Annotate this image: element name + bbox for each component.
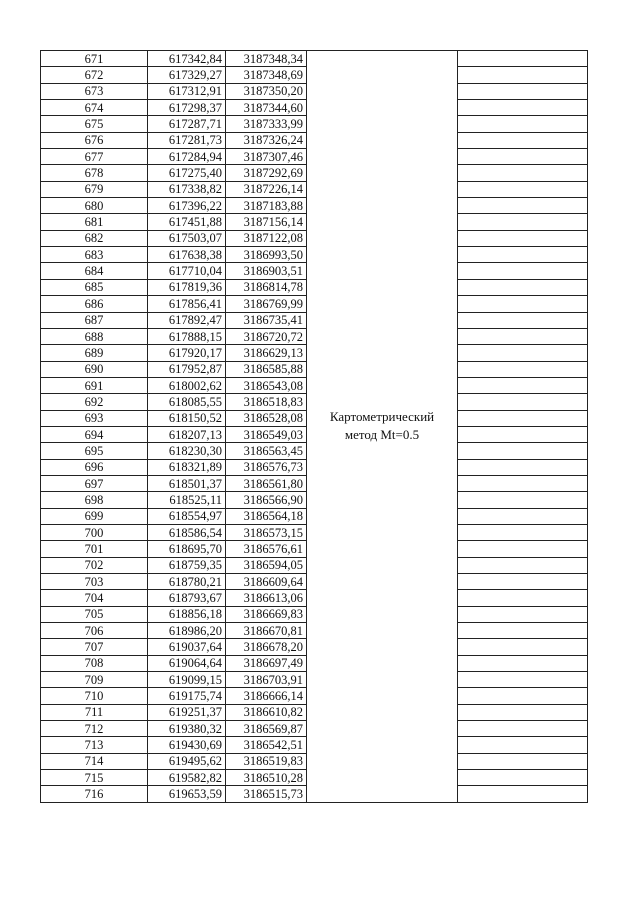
- x-coordinate-cell: 619099,15: [148, 672, 226, 688]
- accuracy-empty-cell: [458, 443, 588, 459]
- x-coordinate-cell: 617952,87: [148, 361, 226, 377]
- point-number-cell: 676: [41, 132, 148, 148]
- coordinates-table-body: [41, 51, 588, 803]
- point-number-cell: 698: [41, 492, 148, 508]
- x-coordinate-cell: 618002,62: [148, 377, 226, 393]
- point-number-cell: 701: [41, 541, 148, 557]
- y-coordinate-cell: 3186720,72: [226, 328, 307, 344]
- x-coordinate-cell: 619430,69: [148, 737, 226, 753]
- x-coordinate-cell: 619175,74: [148, 688, 226, 704]
- x-coordinate-cell: 618759,35: [148, 557, 226, 573]
- point-number-cell: 688: [41, 328, 148, 344]
- accuracy-empty-cell: [458, 100, 588, 116]
- point-number-cell: 700: [41, 524, 148, 540]
- point-number-cell: 681: [41, 214, 148, 230]
- point-number-cell: 707: [41, 639, 148, 655]
- point-number-cell: 704: [41, 590, 148, 606]
- y-coordinate-cell: 3187326,24: [226, 132, 307, 148]
- accuracy-empty-cell: [458, 181, 588, 197]
- y-coordinate-cell: 3186566,90: [226, 492, 307, 508]
- accuracy-empty-cell: [458, 574, 588, 590]
- y-coordinate-cell: 3186697,49: [226, 655, 307, 671]
- x-coordinate-cell: 617856,41: [148, 296, 226, 312]
- y-coordinate-cell: 3186585,88: [226, 361, 307, 377]
- point-number-cell: 671: [41, 51, 148, 67]
- x-coordinate-cell: 618085,55: [148, 394, 226, 410]
- accuracy-empty-cell: [458, 557, 588, 573]
- x-coordinate-cell: 617329,27: [148, 67, 226, 83]
- accuracy-empty-cell: [458, 394, 588, 410]
- point-number-cell: 689: [41, 345, 148, 361]
- point-number-cell: 694: [41, 426, 148, 442]
- y-coordinate-cell: 3186610,82: [226, 704, 307, 720]
- point-number-cell: 696: [41, 459, 148, 475]
- accuracy-empty-cell: [458, 753, 588, 769]
- x-coordinate-cell: 617342,84: [148, 51, 226, 67]
- x-coordinate-cell: 617396,22: [148, 198, 226, 214]
- point-number-cell: 711: [41, 704, 148, 720]
- accuracy-empty-cell: [458, 655, 588, 671]
- point-number-cell: 680: [41, 198, 148, 214]
- y-coordinate-cell: 3187292,69: [226, 165, 307, 181]
- point-number-cell: 713: [41, 737, 148, 753]
- y-coordinate-cell: 3187156,14: [226, 214, 307, 230]
- accuracy-empty-cell: [458, 541, 588, 557]
- method-cell: [307, 51, 458, 803]
- y-coordinate-cell: 3186564,18: [226, 508, 307, 524]
- y-coordinate-cell: 3186814,78: [226, 279, 307, 295]
- y-coordinate-cell: 3186528,08: [226, 410, 307, 426]
- y-coordinate-cell: 3186519,83: [226, 753, 307, 769]
- x-coordinate-cell: 617284,94: [148, 149, 226, 165]
- y-coordinate-cell: 3187307,46: [226, 149, 307, 165]
- y-coordinate-cell: 3186735,41: [226, 312, 307, 328]
- method-name-text: Картометрический: [329, 409, 435, 425]
- y-coordinate-cell: 3187333,99: [226, 116, 307, 132]
- x-coordinate-cell: 618150,52: [148, 410, 226, 426]
- y-coordinate-cell: 3186576,61: [226, 541, 307, 557]
- x-coordinate-cell: 619495,62: [148, 753, 226, 769]
- accuracy-empty-cell: [458, 410, 588, 426]
- y-coordinate-cell: 3186518,83: [226, 394, 307, 410]
- accuracy-empty-cell: [458, 492, 588, 508]
- y-coordinate-cell: 3186576,73: [226, 459, 307, 475]
- accuracy-empty-cell: [458, 672, 588, 688]
- x-coordinate-cell: 617503,07: [148, 230, 226, 246]
- point-number-cell: 686: [41, 296, 148, 312]
- accuracy-empty-cell: [458, 737, 588, 753]
- y-coordinate-cell: 3186993,50: [226, 247, 307, 263]
- x-coordinate-cell: 619064,64: [148, 655, 226, 671]
- x-coordinate-cell: 619380,32: [148, 721, 226, 737]
- x-coordinate-cell: 619251,37: [148, 704, 226, 720]
- point-number-cell: 674: [41, 100, 148, 116]
- x-coordinate-cell: 618793,67: [148, 590, 226, 606]
- x-coordinate-cell: 618856,18: [148, 606, 226, 622]
- accuracy-empty-cell: [458, 247, 588, 263]
- accuracy-empty-cell: [458, 426, 588, 442]
- accuracy-empty-cell: [458, 263, 588, 279]
- y-coordinate-cell: 3187344,60: [226, 100, 307, 116]
- point-number-cell: 716: [41, 786, 148, 802]
- accuracy-empty-cell: [458, 361, 588, 377]
- method-accuracy-text: метод Mt=0.5: [344, 427, 420, 443]
- point-number-cell: 709: [41, 672, 148, 688]
- point-number-cell: 683: [41, 247, 148, 263]
- x-coordinate-cell: 617638,38: [148, 247, 226, 263]
- x-coordinate-cell: 619037,64: [148, 639, 226, 655]
- accuracy-empty-cell: [458, 606, 588, 622]
- x-coordinate-cell: 617338,82: [148, 181, 226, 197]
- x-coordinate-cell: 617892,47: [148, 312, 226, 328]
- accuracy-empty-cell: [458, 770, 588, 786]
- y-coordinate-cell: 3186903,51: [226, 263, 307, 279]
- accuracy-empty-cell: [458, 279, 588, 295]
- x-coordinate-cell: 617451,88: [148, 214, 226, 230]
- y-coordinate-cell: 3187348,34: [226, 51, 307, 67]
- y-coordinate-cell: 3186573,15: [226, 524, 307, 540]
- accuracy-empty-cell: [458, 51, 588, 67]
- point-number-cell: 702: [41, 557, 148, 573]
- y-coordinate-cell: 3186703,91: [226, 672, 307, 688]
- accuracy-empty-cell: [458, 328, 588, 344]
- point-number-cell: 678: [41, 165, 148, 181]
- accuracy-empty-cell: [458, 623, 588, 639]
- y-coordinate-cell: 3186542,51: [226, 737, 307, 753]
- accuracy-empty-cell: [458, 116, 588, 132]
- x-coordinate-cell: 618586,54: [148, 524, 226, 540]
- x-coordinate-cell: 618695,70: [148, 541, 226, 557]
- accuracy-empty-cell: [458, 345, 588, 361]
- accuracy-empty-cell: [458, 639, 588, 655]
- y-coordinate-cell: 3187122,08: [226, 230, 307, 246]
- point-number-cell: 693: [41, 410, 148, 426]
- y-coordinate-cell: 3187183,88: [226, 198, 307, 214]
- accuracy-empty-cell: [458, 721, 588, 737]
- x-coordinate-cell: 618321,89: [148, 459, 226, 475]
- x-coordinate-cell: 619582,82: [148, 770, 226, 786]
- y-coordinate-cell: 3186769,99: [226, 296, 307, 312]
- x-coordinate-cell: 618986,20: [148, 623, 226, 639]
- point-number-cell: 685: [41, 279, 148, 295]
- accuracy-empty-cell: [458, 83, 588, 99]
- point-number-cell: 690: [41, 361, 148, 377]
- point-number-cell: 710: [41, 688, 148, 704]
- point-number-cell: 675: [41, 116, 148, 132]
- accuracy-empty-cell: [458, 165, 588, 181]
- point-number-cell: 714: [41, 753, 148, 769]
- accuracy-empty-cell: [458, 459, 588, 475]
- table-row: [41, 51, 588, 67]
- accuracy-empty-cell: [458, 524, 588, 540]
- x-coordinate-cell: 619653,59: [148, 786, 226, 802]
- x-coordinate-cell: 617298,37: [148, 100, 226, 116]
- accuracy-empty-cell: [458, 312, 588, 328]
- point-number-cell: 677: [41, 149, 148, 165]
- y-coordinate-cell: 3186666,14: [226, 688, 307, 704]
- accuracy-empty-cell: [458, 296, 588, 312]
- accuracy-empty-cell: [458, 132, 588, 148]
- point-number-cell: 697: [41, 475, 148, 491]
- x-coordinate-cell: 617287,71: [148, 116, 226, 132]
- x-coordinate-cell: 617312,91: [148, 83, 226, 99]
- point-number-cell: 703: [41, 574, 148, 590]
- x-coordinate-cell: 617281,73: [148, 132, 226, 148]
- point-number-cell: 695: [41, 443, 148, 459]
- point-number-cell: 682: [41, 230, 148, 246]
- x-coordinate-cell: 618525,11: [148, 492, 226, 508]
- point-number-cell: 684: [41, 263, 148, 279]
- point-number-cell: 673: [41, 83, 148, 99]
- accuracy-empty-cell: [458, 214, 588, 230]
- y-coordinate-cell: 3186669,83: [226, 606, 307, 622]
- accuracy-empty-cell: [458, 704, 588, 720]
- point-number-cell: 708: [41, 655, 148, 671]
- accuracy-empty-cell: [458, 786, 588, 802]
- y-coordinate-cell: 3186563,45: [226, 443, 307, 459]
- point-number-cell: 706: [41, 623, 148, 639]
- x-coordinate-cell: 618780,21: [148, 574, 226, 590]
- y-coordinate-cell: 3187348,69: [226, 67, 307, 83]
- y-coordinate-cell: 3186510,28: [226, 770, 307, 786]
- accuracy-empty-cell: [458, 688, 588, 704]
- y-coordinate-cell: 3186629,13: [226, 345, 307, 361]
- y-coordinate-cell: 3186549,03: [226, 426, 307, 442]
- accuracy-empty-cell: [458, 590, 588, 606]
- y-coordinate-cell: 3186561,80: [226, 475, 307, 491]
- x-coordinate-cell: 618554,97: [148, 508, 226, 524]
- y-coordinate-cell: 3187226,14: [226, 181, 307, 197]
- y-coordinate-cell: 3186543,08: [226, 377, 307, 393]
- x-coordinate-cell: 617710,04: [148, 263, 226, 279]
- y-coordinate-cell: 3186670,81: [226, 623, 307, 639]
- x-coordinate-cell: 617275,40: [148, 165, 226, 181]
- point-number-cell: 715: [41, 770, 148, 786]
- point-number-cell: 705: [41, 606, 148, 622]
- point-number-cell: 692: [41, 394, 148, 410]
- y-coordinate-cell: 3186613,06: [226, 590, 307, 606]
- x-coordinate-cell: 617888,15: [148, 328, 226, 344]
- y-coordinate-cell: 3186569,87: [226, 721, 307, 737]
- y-coordinate-cell: 3186515,73: [226, 786, 307, 802]
- point-number-cell: 687: [41, 312, 148, 328]
- accuracy-empty-cell: [458, 230, 588, 246]
- point-number-cell: 712: [41, 721, 148, 737]
- accuracy-empty-cell: [458, 475, 588, 491]
- x-coordinate-cell: 617920,17: [148, 345, 226, 361]
- y-coordinate-cell: 3186609,64: [226, 574, 307, 590]
- coordinates-table: [40, 50, 588, 803]
- accuracy-empty-cell: [458, 377, 588, 393]
- accuracy-empty-cell: [458, 149, 588, 165]
- x-coordinate-cell: 618501,37: [148, 475, 226, 491]
- y-coordinate-cell: 3187350,20: [226, 83, 307, 99]
- point-number-cell: 699: [41, 508, 148, 524]
- accuracy-empty-cell: [458, 508, 588, 524]
- accuracy-empty-cell: [458, 67, 588, 83]
- y-coordinate-cell: 3186678,20: [226, 639, 307, 655]
- accuracy-empty-cell: [458, 198, 588, 214]
- x-coordinate-cell: 617819,36: [148, 279, 226, 295]
- point-number-cell: 679: [41, 181, 148, 197]
- y-coordinate-cell: 3186594,05: [226, 557, 307, 573]
- x-coordinate-cell: 618230,30: [148, 443, 226, 459]
- point-number-cell: 691: [41, 377, 148, 393]
- x-coordinate-cell: 618207,13: [148, 426, 226, 442]
- point-number-cell: 672: [41, 67, 148, 83]
